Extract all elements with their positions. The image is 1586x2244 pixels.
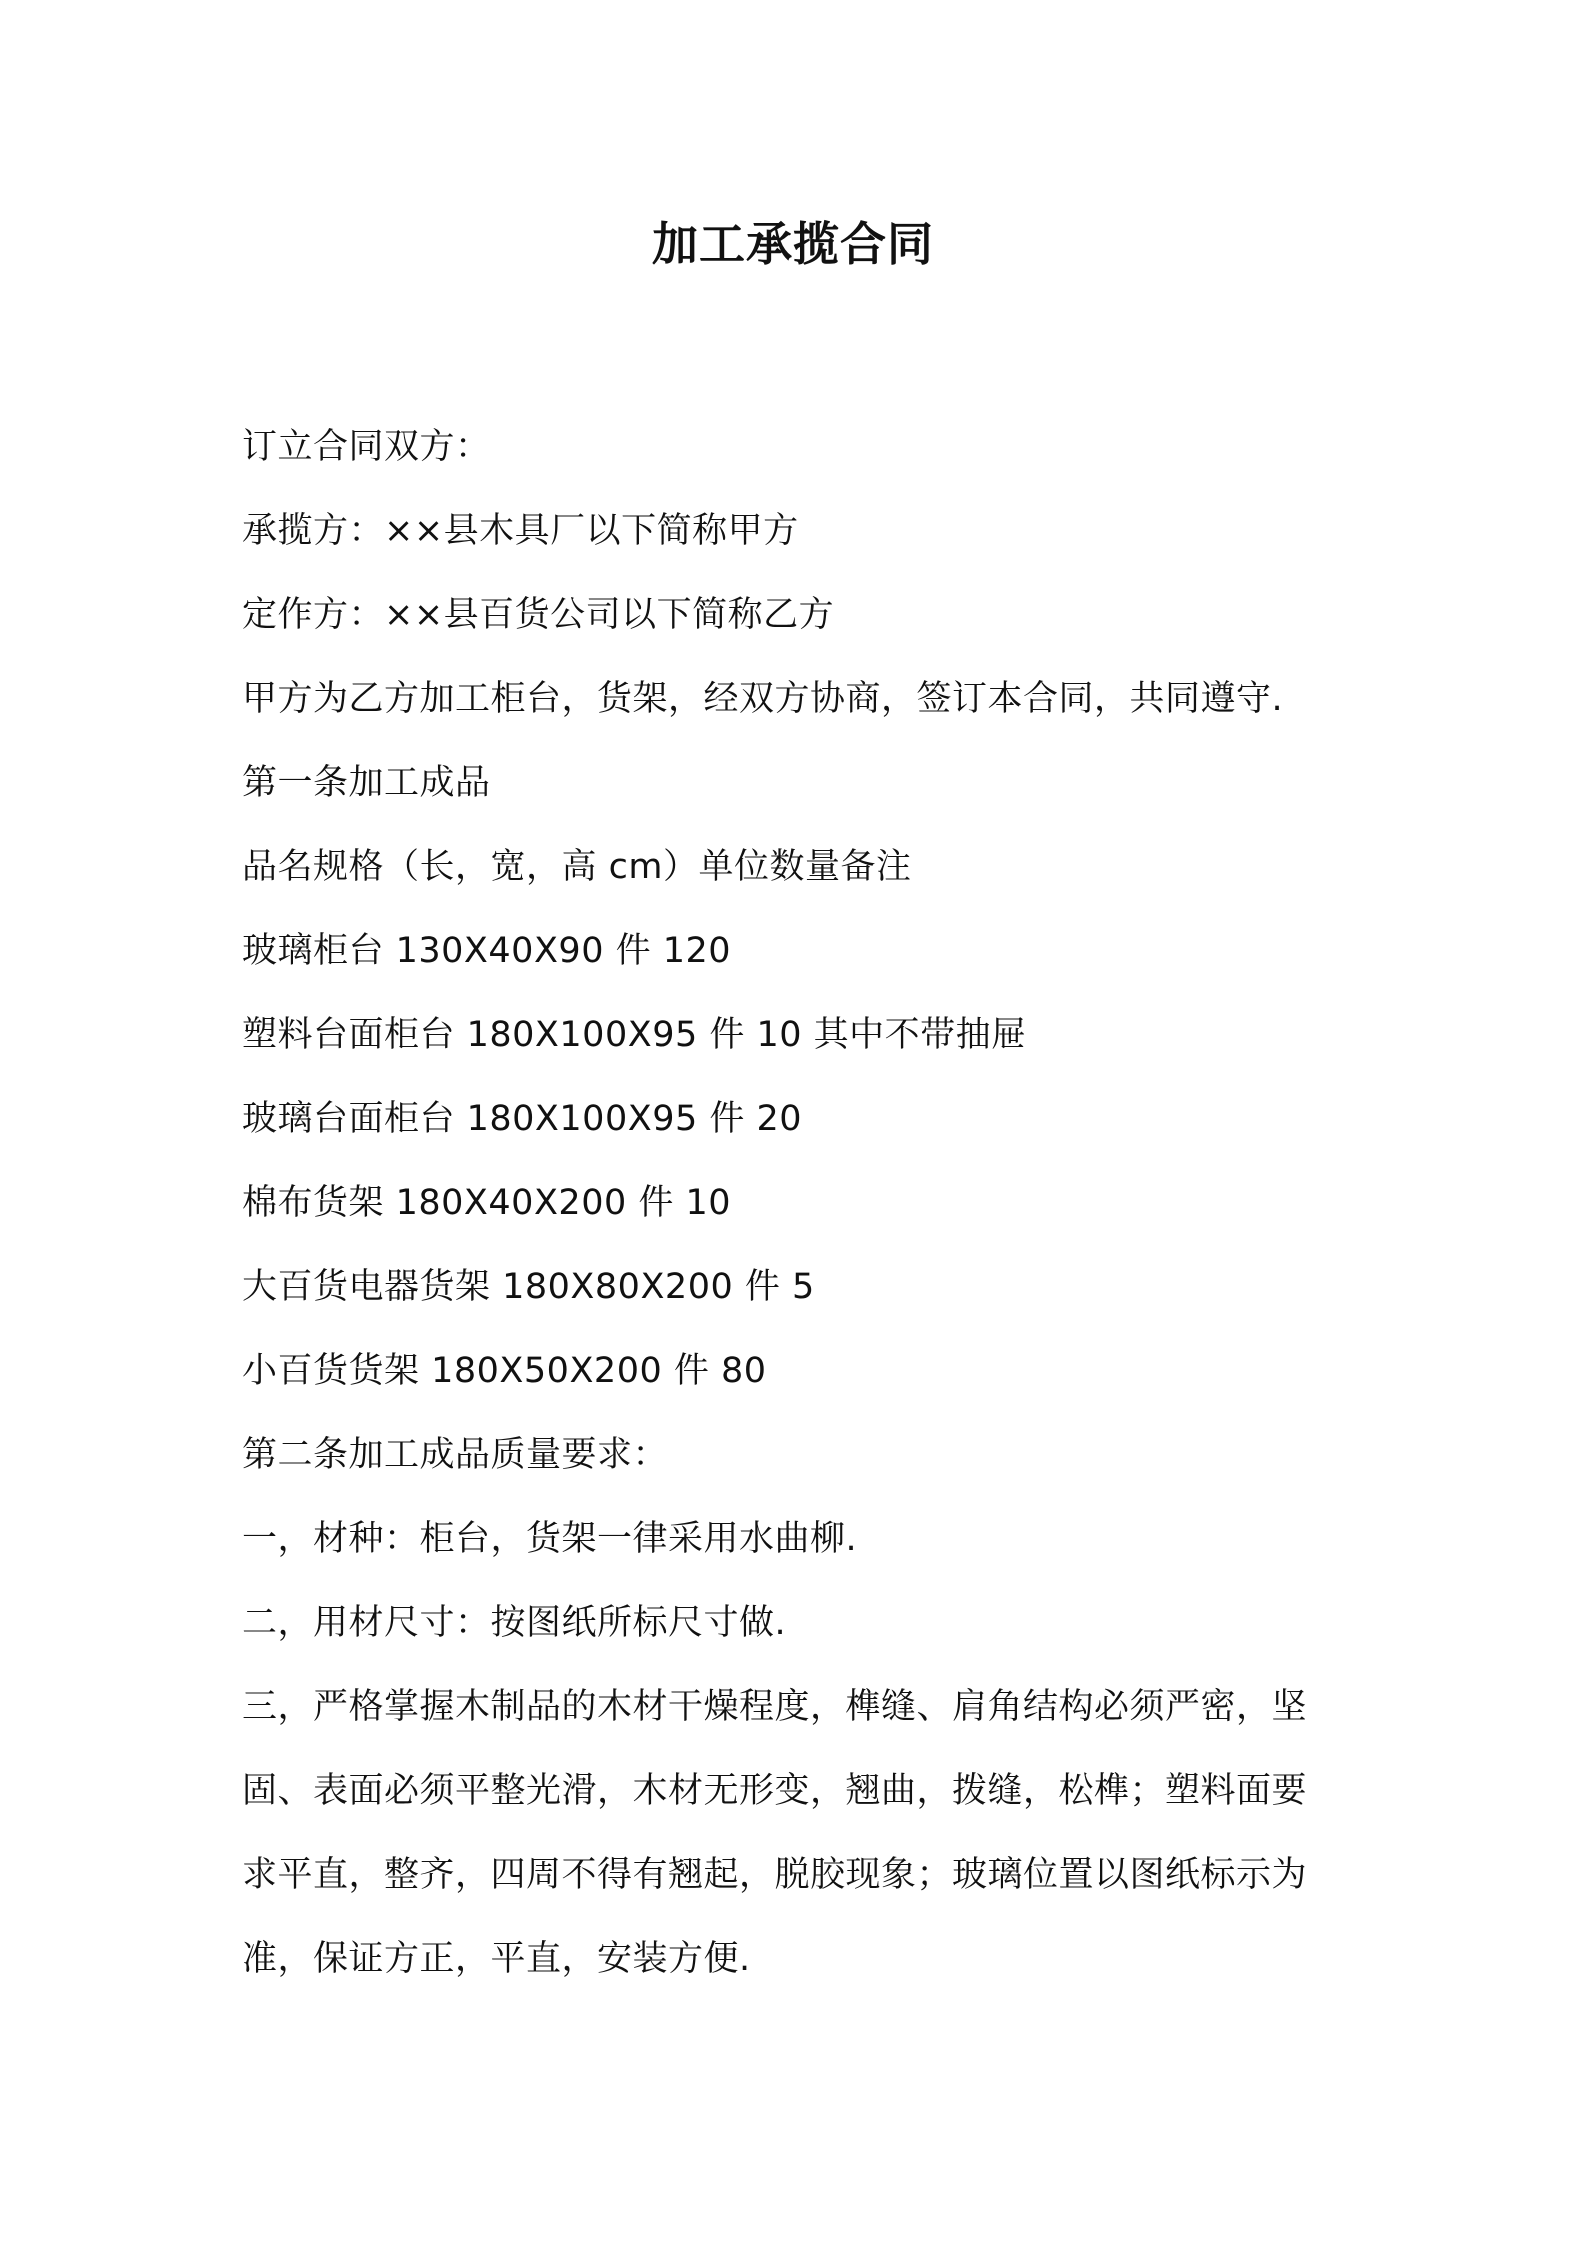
client-line: 定作方：××县百货公司以下简称乙方 (242, 595, 835, 635)
article-two-heading: 第二条加工成品质量要求： (242, 1435, 669, 1475)
clause-three-line: 固、表面必须平整光滑，木材无形变，翘曲，拨缝，松榫；塑料面要 (242, 1771, 1308, 1811)
parties-heading: 订立合同双方： (242, 427, 491, 467)
product-item: 塑料台面柜台 180X100X95 件 10 其中不带抽屉 (242, 1015, 1027, 1055)
article-one-heading: 第一条加工成品 (242, 763, 491, 803)
clause-one: 一，材种：柜台，货架一律采用水曲柳. (242, 1519, 858, 1559)
product-item: 玻璃柜台 130X40X90 件 120 (242, 931, 732, 971)
product-item: 棉布货架 180X40X200 件 10 (242, 1183, 732, 1223)
clause-three-line: 三，严格掌握木制品的木材干燥程度，榫缝、肩角结构必须严密，坚 (242, 1687, 1308, 1727)
document-body (242, 405, 1362, 2001)
product-table-header: 品名规格（长，宽，高 cm）单位数量备注 (242, 847, 912, 887)
contractor-line: 承揽方：××县木具厂以下简称甲方 (242, 511, 799, 551)
clause-two: 二，用材尺寸：按图纸所标尺寸做. (242, 1603, 787, 1643)
preamble-line: 甲方为乙方加工柜台，货架，经双方协商，签订本合同，共同遵守. (242, 679, 1284, 719)
clause-three-line: 准，保证方正，平直，安装方便. (242, 1939, 751, 1979)
product-item: 玻璃台面柜台 180X100X95 件 20 (242, 1099, 803, 1139)
product-item: 小百货货架 180X50X200 件 80 (242, 1351, 767, 1391)
product-item: 大百货电器货架 180X80X200 件 5 (242, 1267, 815, 1307)
clause-three-line: 求平直，整齐，四周不得有翘起，脱胶现象；玻璃位置以图纸标示为 (242, 1855, 1308, 1895)
document-title: 加工承揽合同 (652, 217, 934, 271)
clause-three (242, 1665, 1362, 2001)
